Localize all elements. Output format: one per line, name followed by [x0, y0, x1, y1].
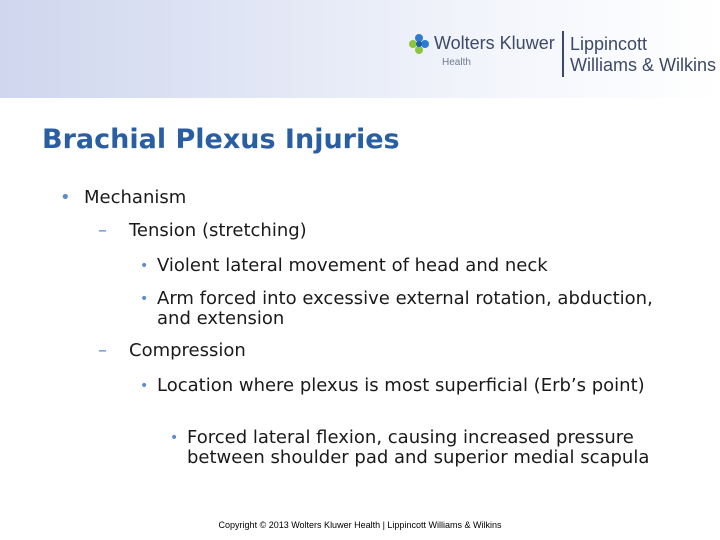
logo-williams-wilkins-text: Williams & Wilkins [570, 55, 716, 75]
bullet-icon: • [170, 430, 179, 446]
dash-icon: – [98, 220, 107, 241]
compression-subitem-1 [170, 428, 690, 468]
bullet-icon: • [140, 378, 149, 394]
logo-wolters-kluwer-text: Wolters Kluwer [434, 33, 555, 53]
compression-subitem-text: Forced lateral flexion, causing increased pressure between shoulder pad and superior medial scapula [187, 427, 650, 468]
tension-item-2 [140, 289, 680, 329]
logo-lippincott-text: Lippincott [570, 34, 648, 54]
subbullet-tension [98, 220, 307, 241]
subbullet-compression [98, 340, 246, 361]
tension-item-text: Arm forced into excessive external rotation, abduction, and extension [157, 288, 653, 329]
dash-icon: – [98, 340, 107, 361]
logo-health-text: Health [442, 57, 471, 68]
subbullet-text: Compression [129, 340, 246, 361]
compression-item-1 [140, 376, 680, 396]
tension-item-1 [140, 256, 680, 276]
bullet-icon: • [140, 258, 149, 274]
logo-lww-text [570, 34, 716, 76]
bullet-mechanism [60, 187, 186, 208]
bullet-text: Mechanism [84, 187, 187, 208]
copyright-footer: Copyright © 2013 Wolters Kluwer Health | Lippincott Williams & Wilkins [218, 520, 502, 530]
logo-divider [562, 31, 564, 77]
bullet-icon: • [60, 187, 71, 208]
slide-title: Brachial Plexus Injuries [42, 124, 400, 155]
compression-item-text: Location where plexus is most superficial (Erb’s point) [157, 375, 645, 396]
wolters-kluwer-logo-icon [408, 33, 430, 55]
bullet-icon: • [140, 291, 149, 307]
subbullet-text: Tension (stretching) [129, 220, 307, 241]
tension-item-text: Violent lateral movement of head and neck [157, 255, 548, 276]
